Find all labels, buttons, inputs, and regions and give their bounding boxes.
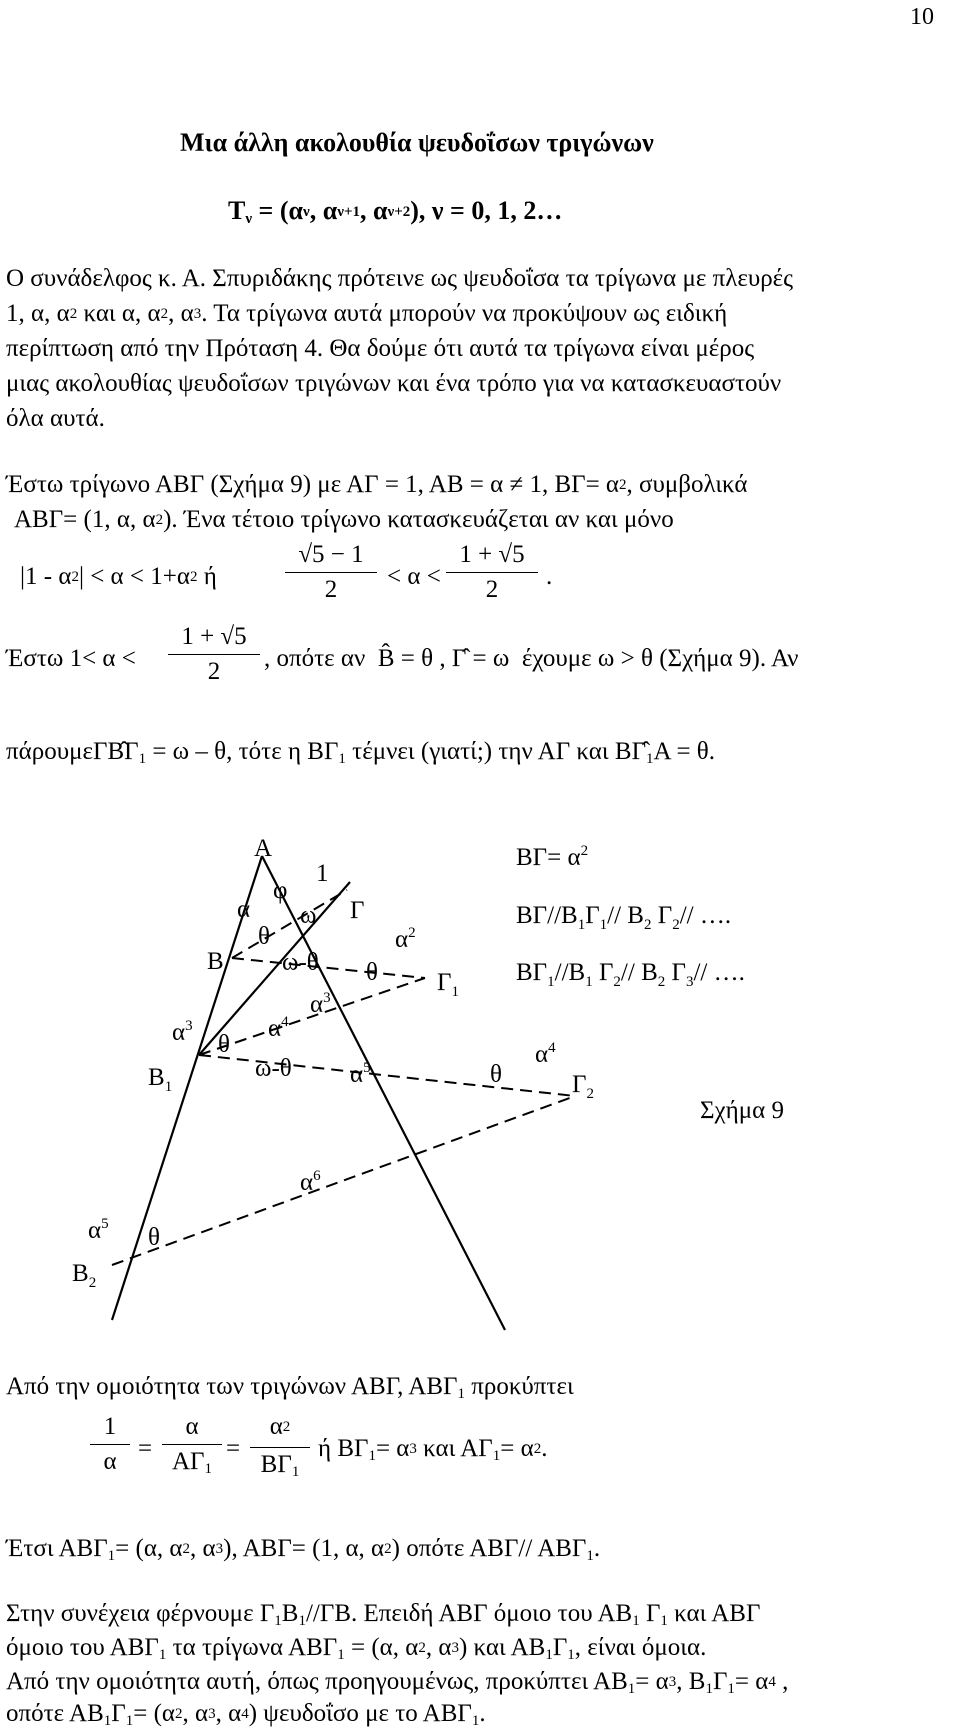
para2-line-1: Έστω τρίγωνο ΑΒΓ (Σχήμα 9) με ΑΓ = 1, ΑΒ = α ≠ 1, $B\Gamma= \alpha^2$, συμβολικά xyxy=(6,471,748,498)
label-one: 1 xyxy=(316,860,329,887)
inequality-dot: . xyxy=(546,563,553,590)
ratio-2: α $A\Gamma_1$ xyxy=(162,1412,222,1480)
label-a5-outer: $\alpha^5$ xyxy=(88,1216,109,1244)
para6-line-2: όμοιο του $AB\Gamma_1$ τα τρίγωνα $AB\Gamma_1 = (\alpha$, $\alpha^2$, $\alpha^3$) και $AB_1\Gamma_1$, είναι όμοια. xyxy=(6,1634,707,1663)
label-a4: $\alpha^4$ xyxy=(268,1014,289,1042)
label-theta-3: θ xyxy=(218,1031,230,1058)
page-title: Μια άλλη ακολουθία ψευδοΐσων τριγώνων xyxy=(180,128,654,157)
ratio-1: 1 α xyxy=(90,1412,130,1477)
label-phi: φ xyxy=(273,877,288,904)
figure-9 xyxy=(0,820,960,1350)
para4-line-1: Από την ομοιότητα των τριγώνων ΑΒΓ, $AB\Gamma_1$ προκύπτει xyxy=(6,1373,574,1402)
page-number: 10 xyxy=(910,4,934,30)
para3-line-1b: , οπότε αν B̂ = θ , Γ̂ = ω έχουμε ω > θ (Σχήμα 9). Αν xyxy=(264,645,799,672)
label-omega-theta-1: ω-θ xyxy=(282,949,319,976)
label-a2: $\alpha^2$ xyxy=(395,925,416,953)
label-a3-inner: $\alpha^3$ xyxy=(310,990,331,1018)
label-a: A xyxy=(254,835,273,862)
label-omega: ω xyxy=(300,902,317,929)
label-g1: $\Gamma_1$ xyxy=(437,969,459,1000)
intro-line-2: 1, α, $\alpha^2$ και α, $\alpha^2$, $\alpha^3$. Τα τρίγωνα αυτά μπορούν να προκύψουν ως ειδική xyxy=(6,300,728,327)
para3-line-1a: Έστω 1< α < xyxy=(6,645,136,672)
relation-parallel-2: $B\Gamma_1//B_1$ $\Gamma_2//$ $B_2$ $\Gamma_3//$ …. xyxy=(516,959,745,990)
fraction-golden: 1 + √5 2 xyxy=(168,622,260,687)
label-omega-theta-2: ω-θ xyxy=(255,1055,292,1082)
para5-line: Έτσι $AB\Gamma_1= (\alpha$, $\alpha^2$, $\alpha^3$), ΑΒΓ= (1, α, $\alpha^2$) οπότε ΑΒΓ// $AB\Gamma_1$. xyxy=(6,1535,601,1564)
dashed-b-g1 xyxy=(232,958,425,978)
label-b: Β xyxy=(207,948,224,975)
label-theta-4: θ xyxy=(490,1061,502,1088)
ratio-3: $\alpha^2$ $B\Gamma_1$ xyxy=(250,1412,310,1483)
inequality: $|1 - \alpha^2| < \alpha < 1+\alpha^2$ ή xyxy=(20,563,217,590)
intro-line-5: όλα αυτά. xyxy=(6,405,105,432)
relation-parallel-1: $B\Gamma//B_1\Gamma_1//$ $B_2$ $\Gamma_2//$ …. xyxy=(516,902,732,933)
figure-caption: Σχήμα 9 xyxy=(700,1097,784,1124)
fraction-upper-bound: 1 + √5 2 xyxy=(446,540,538,605)
side-ab-line xyxy=(112,856,262,1320)
fraction-lower-bound: √5 − 1 2 xyxy=(285,540,377,605)
inequality-mid: < α < xyxy=(387,563,441,590)
side-ag-line xyxy=(262,856,505,1330)
para2-line-2: ΑΒΓ= (1, α, $\alpha^2$). Ένα τέτοιο τρίγωνο κατασκευάζεται αν και μόνο xyxy=(14,506,674,533)
dashed-b2-g2 xyxy=(112,1096,575,1265)
para4-result: ή $B\Gamma_1= \alpha^3$ και $A\Gamma_1= \alpha^2$. xyxy=(318,1435,548,1464)
label-alpha: α xyxy=(237,896,251,923)
intro-line-4: μιας ακολουθίας ψευδοΐσων τριγώνων και ένα τρόπο για να κατασκευαστούν xyxy=(6,370,782,397)
intro-line-3: περίπτωση από την Πρόταση 4. Θα δούμε ότι αυτά τα τρίγωνα είναι μέρος xyxy=(6,335,755,362)
label-g: Γ xyxy=(350,897,365,924)
ratio-eq-1: = xyxy=(138,1435,153,1462)
para6-line-1: Στην συνέχεια φέρνουμε $\Gamma_1B_1//\Gamma B$. Επειδή ΑΒΓ όμοιο του $AB_1$ $\Gamma_1$ και ΑΒΓ xyxy=(6,1600,761,1629)
label-g2: $\Gamma_2$ xyxy=(572,1071,594,1102)
label-b2: $B_2$ xyxy=(72,1260,97,1291)
label-b1: $B_1$ xyxy=(148,1064,173,1095)
label-theta-2: θ xyxy=(366,959,378,986)
intro-line-1: Ο συνάδελφος κ. Α. Σπυριδάκης πρότεινε ως ψευδοΐσα τα τρίγωνα με πλευρές xyxy=(6,265,794,292)
label-theta-5: θ xyxy=(148,1224,160,1251)
label-a5: $\alpha^5$ xyxy=(350,1060,371,1088)
para6-line-3: Από την ομοιότητα αυτή, όπως προηγουμένως, προκύπτει $AB_1= \alpha^3$, $B_1\Gamma_1= \alpha^4$ , xyxy=(6,1668,789,1697)
para3-line-2: $\pi ά\rho o\upsilon\mu\varepsilon\Gamma B̂\Gamma_1 = \omega - \theta$, τότε η $B\Gamma_1$ τέμνει (γιατί;) την ΑΓ και $B\Gammâ_1A = \theta$. xyxy=(6,738,716,767)
para6-line-4: οπότε $AB_1\Gamma_1= (\alpha^2$, $\alpha^3$, $\alpha^4$) ψευδοΐσο με το $AB\Gamma_1$. xyxy=(6,1700,486,1729)
ratio-eq-2: = xyxy=(226,1435,241,1462)
label-a6: $\alpha^6$ xyxy=(300,1168,321,1196)
label-theta-1: θ xyxy=(258,923,270,950)
label-a4-outer: $\alpha^4$ xyxy=(535,1040,556,1068)
label-a3-side: $\alpha^3$ xyxy=(172,1018,193,1046)
sequence-formula: $T_\nu = (\alpha^\nu$, $\alpha^{\nu+1}$, $\alpha^{\nu+2}$), ν = 0, 1, 2… xyxy=(228,196,563,227)
relation-bg: $B\Gamma= \alpha^2$ xyxy=(516,843,589,871)
